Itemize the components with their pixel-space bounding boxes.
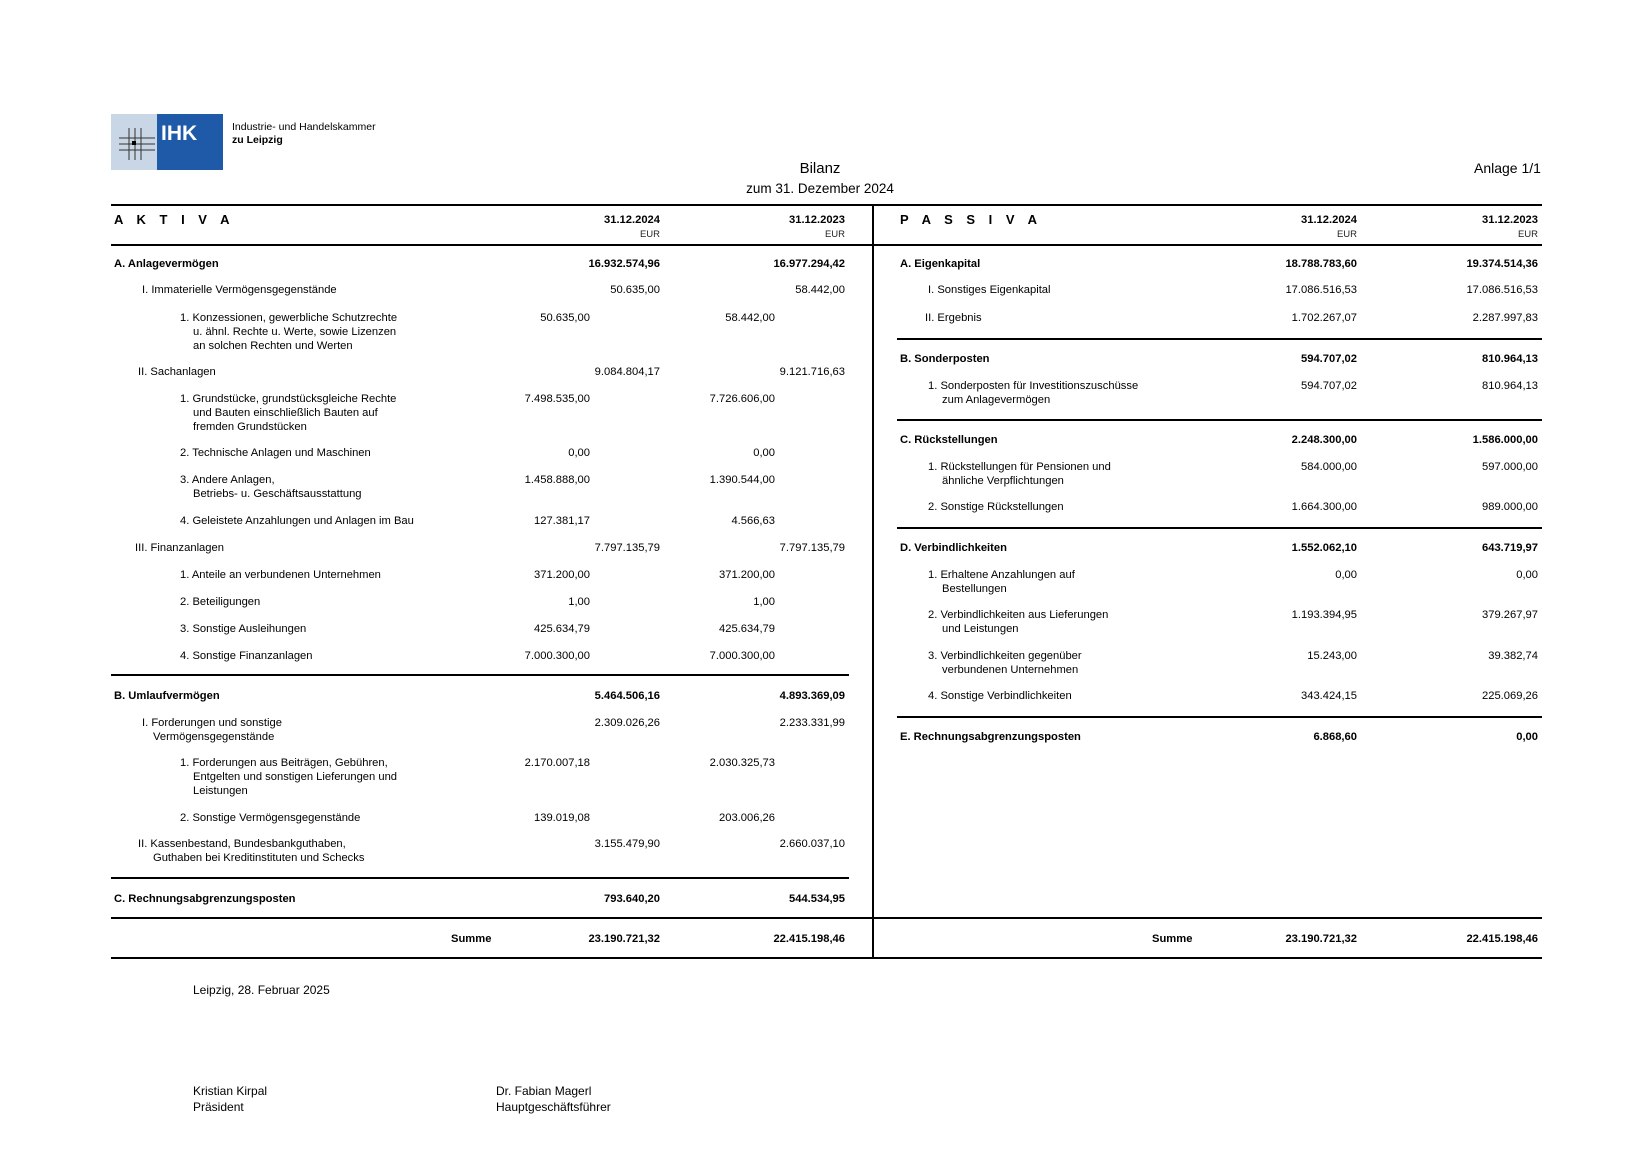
passiva-row-v2: 17.086.516,53 [1466,284,1538,296]
aktiva-row-s1: 2.170.007,18 [524,757,590,769]
passiva-row-v2: 643.719,97 [1482,542,1538,554]
aktiva-rule-a [111,674,849,676]
aktiva-row-label-cont: fremden Grundstücken [193,421,307,433]
anlage-label: Anlage 1/1 [1474,160,1541,176]
aktiva-row-v2: 2.660.037,10 [779,838,845,850]
aktiva-row-s2: 7.000.300,00 [709,650,775,662]
passiva-row-v1: 17.086.516,53 [1285,284,1357,296]
aktiva-row-s1: 1.458.888,00 [524,474,590,486]
passiva-col2-unit: EUR [1517,229,1538,240]
aktiva-row-v1: 7.797.135,79 [594,542,660,554]
logo-abbr: IHK [161,122,198,145]
aktiva-row-v2: 16.977.294,42 [773,258,845,270]
passiva-col1-date: 31.12.2024 [1301,214,1357,226]
passiva-row-v1: 594.707,02 [1301,380,1357,392]
signatory-role: Präsident [193,1100,244,1114]
aktiva-row-v1: 16.932.574,96 [588,258,660,270]
passiva-row-label: D. Verbindlichkeiten [900,542,1007,554]
passiva-row-v1: 2.248.300,00 [1291,434,1357,446]
aktiva-row-label: 1. Konzessionen, gewerbliche Schutzrechte [180,312,398,324]
aktiva-row-label: 3. Sonstige Ausleihungen [180,623,307,635]
aktiva-row-v2: 7.797.135,79 [779,542,845,554]
passiva-row-v1: 1.702.267,07 [1291,312,1357,324]
passiva-row-label: E. Rechnungsabgrenzungsposten [900,731,1081,743]
aktiva-row-label: 1. Anteile an verbundenen Unternehmen [180,569,381,581]
passiva-row-label-cont: ähnliche Verpflichtungen [942,475,1064,487]
aktiva-row-s1: 7.000.300,00 [524,650,590,662]
passiva-row-v1: 0,00 [1335,569,1357,581]
passiva-row-v2: 2.287.997,83 [1472,312,1538,324]
signatory-role: Hauptgeschäftsführer [496,1100,611,1114]
aktiva-sum-2024: 23.190.721,32 [588,933,660,945]
passiva-rule-d [897,716,1542,718]
passiva-row-label: 1. Sonderposten für Investitionszuschüsse [928,380,1139,392]
passiva-col1-unit: EUR [1336,229,1357,240]
aktiva-row-s2: 203.006,26 [719,812,775,824]
passiva-row-label-cont: zum Anlagevermögen [942,394,1051,406]
aktiva-row-label: C. Rechnungsabgrenzungsposten [114,893,296,905]
logo-name-line2: zu Leipzig [232,134,283,146]
aktiva-row-s1: 7.498.535,00 [524,393,590,405]
aktiva-row-label: 4. Geleistete Anzahlungen und Anlagen im Bau [180,515,414,527]
passiva-row-v2: 0,00 [1516,731,1538,743]
aktiva-row-label: 1. Grundstücke, grundstücksgleiche Rechte [180,393,397,405]
aktiva-row-label: II. Sachanlagen [138,366,216,378]
passiva-row-v1: 18.788.783,60 [1285,258,1357,270]
aktiva-header: A K T I V A [114,212,235,227]
aktiva-row-label-cont: Guthaben bei Kreditinstituten und Schecks [153,852,365,864]
aktiva-row-v1: 793.640,20 [604,893,660,905]
aktiva-row-label: 4. Sonstige Finanzanlagen [180,650,313,662]
logo-text [232,121,376,147]
aktiva-row-v1: 2.309.026,26 [594,717,660,729]
passiva-row-v2: 19.374.514,36 [1466,258,1538,270]
passiva-row-label-cont: verbundenen Unternehmen [942,664,1079,676]
bottom-rule [111,957,1542,959]
passiva-row-v2: 597.000,00 [1482,461,1538,473]
aktiva-rule-b [111,877,849,879]
aktiva-row-s2: 0,00 [753,447,775,459]
aktiva-row-s1: 371.200,00 [534,569,590,581]
passiva-header: P A S S I V A [900,212,1043,227]
signatory-name: Kristian Kirpal [193,1084,268,1098]
passiva-row-label: B. Sonderposten [900,353,990,365]
page-subtitle: zum 31. Dezember 2024 [746,181,894,196]
passiva-row-label: 1. Erhaltene Anzahlungen auf [928,569,1075,581]
aktiva-col1-date: 31.12.2024 [604,214,660,226]
passiva-row-v2: 225.069,26 [1482,690,1538,702]
aktiva-row-label: 2. Technische Anlagen und Maschinen [180,447,371,459]
passiva-row-v2: 810.964,13 [1482,380,1538,392]
aktiva-row-label: I. Immaterielle Vermögensgegenstände [142,284,337,296]
aktiva-row-s2: 2.030.325,73 [709,757,775,769]
passiva-row-v1: 6.868,60 [1313,731,1357,743]
passiva-row-label: 1. Rückstellungen für Pensionen und [928,461,1111,473]
aktiva-row-v2: 544.534,95 [789,893,845,905]
aktiva-row-v1: 5.464.506,16 [594,690,660,702]
aktiva-row-s2: 1.390.544,00 [709,474,775,486]
aktiva-row-label: B. Umlaufvermögen [114,690,220,702]
aktiva-row-s1: 139.019,08 [534,812,590,824]
passiva-sum-2024: 23.190.721,32 [1285,933,1357,945]
aktiva-row-label-cont: Vermögensgegenstände [153,731,275,743]
top-rule [111,204,1542,206]
passiva-row-v2: 0,00 [1516,569,1538,581]
passiva-sum-label: Summe [1152,933,1193,945]
signatory-name: Dr. Fabian Magerl [496,1084,592,1098]
passiva-row-label-cont: Bestellungen [942,583,1007,595]
passiva-row-v2: 1.586.000,00 [1472,434,1538,446]
passiva-row-v1: 1.664.300,00 [1291,501,1357,513]
passiva-row-label: 2. Sonstige Rückstellungen [928,501,1064,513]
aktiva-col1-unit: EUR [639,229,660,240]
aktiva-row-s1: 425.634,79 [534,623,590,635]
aktiva-row-s2: 1,00 [753,596,775,608]
logo-name-line1: Industrie- und Handelskammer [232,121,376,133]
aktiva-row-s2: 371.200,00 [719,569,775,581]
passiva-row-label: I. Sonstiges Eigenkapital [928,284,1051,296]
aktiva-row-s1: 0,00 [568,447,590,459]
passiva-row-label: 4. Sonstige Verbindlichkeiten [928,690,1072,702]
aktiva-row-label-cont: Entgelten und sonstigen Lieferungen und [193,771,398,783]
aktiva-row-label-cont: Leistungen [193,785,248,797]
passiva-row-label: 2. Verbindlichkeiten aus Lieferungen [928,609,1109,621]
aktiva-row-label: I. Forderungen und sonstige [142,717,282,729]
passiva-row-v1: 15.243,00 [1307,650,1357,662]
aktiva-row-s1: 50.635,00 [540,312,590,324]
aktiva-row-label: 3. Andere Anlagen, [180,474,275,486]
aktiva-row-label: A. Anlagevermögen [114,258,219,270]
passiva-row-v1: 594.707,02 [1301,353,1357,365]
aktiva-row-label: II. Kassenbestand, Bundesbankguthaben, [138,838,346,850]
place-date: Leipzig, 28. Februar 2025 [193,983,330,997]
aktiva-col2-unit: EUR [824,229,845,240]
aktiva-row-label-cont: und Bauten einschließlich Bauten auf [193,407,378,419]
aktiva-row-v1: 9.084.804,17 [594,366,660,378]
passiva-row-label-cont: und Leistungen [942,623,1019,635]
aktiva-row-s2: 4.566,63 [731,515,775,527]
aktiva-sum-label: Summe [451,933,492,945]
aktiva-row-label: 2. Beteiligungen [180,596,261,608]
aktiva-row-label: 2. Sonstige Vermögensgegenstände [180,812,361,824]
aktiva-row-v2: 2.233.331,99 [779,717,845,729]
page-title: Bilanz [799,160,841,177]
aktiva-col2-date: 31.12.2023 [789,214,845,226]
aktiva-row-v1: 50.635,00 [610,284,660,296]
passiva-row-label: II. Ergebnis [925,312,982,324]
passiva-sum-2023: 22.415.198,46 [1466,933,1538,945]
passiva-row-label: C. Rückstellungen [900,434,998,446]
passiva-rule-b [897,419,1542,421]
aktiva-row-s1: 127.381,17 [534,515,590,527]
aktiva-row-s2: 425.634,79 [719,623,775,635]
passiva-row-label: 3. Verbindlichkeiten gegenüber [928,650,1082,662]
passiva-row-label: A. Eigenkapital [900,258,981,270]
passiva-row-v2: 39.382,74 [1488,650,1538,662]
aktiva-row-label-cont: an solchen Rechten und Werten [193,340,353,352]
passiva-col2-date: 31.12.2023 [1482,214,1538,226]
aktiva-row-v2: 58.442,00 [795,284,845,296]
aktiva-row-v2: 9.121.716,63 [779,366,845,378]
aktiva-row-label-cont: Betriebs- u. Geschäftsausstattung [193,488,362,500]
passiva-row-v1: 1.193.394,95 [1291,609,1357,621]
passiva-row-v1: 343.424,15 [1301,690,1357,702]
passiva-row-v1: 1.552.062,10 [1291,542,1357,554]
passiva-row-v2: 810.964,13 [1482,353,1538,365]
center-divider [872,204,874,959]
aktiva-row-s2: 58.442,00 [725,312,775,324]
aktiva-sum-2023: 22.415.198,46 [773,933,845,945]
sum-top-rule [111,917,1542,919]
aktiva-row-s2: 7.726.606,00 [709,393,775,405]
aktiva-row-v1: 3.155.479,90 [594,838,660,850]
aktiva-row-v2: 4.893.369,09 [779,690,845,702]
passiva-row-v1: 584.000,00 [1301,461,1357,473]
aktiva-row-label: 1. Forderungen aus Beiträgen, Gebühren, [180,757,388,769]
passiva-row-v2: 989.000,00 [1482,501,1538,513]
aktiva-row-s1: 1,00 [568,596,590,608]
passiva-rule-c [897,527,1542,529]
passiva-row-v2: 379.267,97 [1482,609,1538,621]
aktiva-row-label: III. Finanzanlagen [135,542,224,554]
aktiva-row-label-cont: u. ähnl. Rechte u. Werte, sowie Lizenzen [193,326,397,338]
passiva-rule-a [897,338,1542,340]
header-rule [111,244,1542,246]
